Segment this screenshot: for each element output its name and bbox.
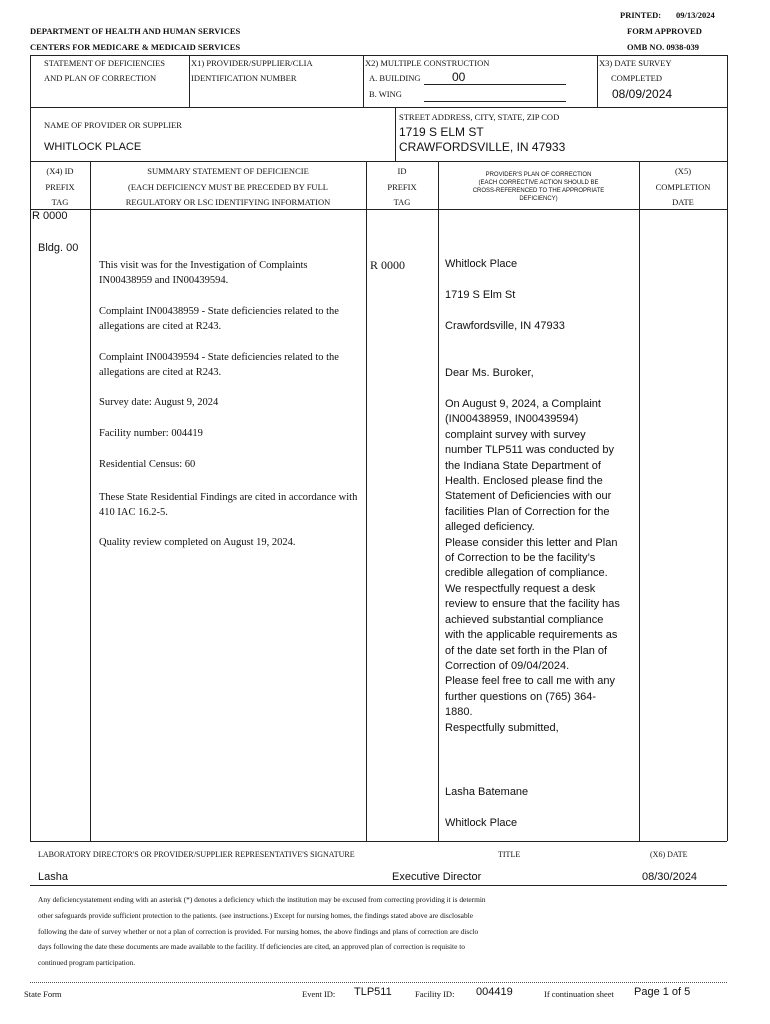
- continuation-label: If continuation sheet: [544, 989, 614, 999]
- signature-date-value: 08/30/2024: [642, 871, 698, 883]
- plan-salutation: Dear Ms. Buroker,: [445, 367, 534, 379]
- printed-label: PRINTED:: [620, 10, 662, 20]
- disclaimer-line: continued program participation.: [38, 958, 136, 967]
- statement-label-1: STATEMENT OF DEFICIENCIES: [44, 58, 166, 68]
- plan-letter-body: On August 9, 2024, a Complaint (IN00438959, IN00439594) complaint survey with survey number TLP511 was conducted by the Indiana State Department of Health. Enclosed please find the Statement of Deficiencies with our facilities Plan of Correction for the alleged deficiency. Please consider this letter and Plan of Correction to be the facility’s credible allegation of compliance. We respectfully request a desk review to ensure that the facility has achieved substantial compliance with the applicable requirements as of the date set forth in the Plan of Correction of 09/04/2024. Please feel free to call me with any further questions on (765) 364-1880. Respectfully submitted,: [445, 398, 620, 734]
- omb-number: OMB NO. 0938-039: [627, 42, 700, 52]
- x5-header-2: COMPLETION: [655, 182, 711, 192]
- summary-paragraph: This visit was for the Investigation of Complaints IN00438959 and IN00439594.: [99, 260, 308, 287]
- wing-label: B. WING: [369, 89, 402, 99]
- id-header-3: TAG: [393, 197, 411, 207]
- disclaimer-line: days following the date these documents are made available to the facility. If deficiencies are cited, an approved plan of correction is requisite to: [38, 942, 465, 951]
- centers-title: CENTERS FOR MEDICARE & MEDICAID SERVICES: [30, 42, 241, 52]
- x5-header-1: (X5): [674, 166, 692, 176]
- plan-signer-facility: Whitlock Place: [445, 817, 518, 829]
- plan-header-4: DEFICIENCY): [519, 196, 558, 202]
- x4-header-1: (X4) ID: [46, 166, 74, 176]
- x6-date-label: (X6) DATE: [650, 850, 688, 859]
- event-id-value: TLP511: [354, 986, 392, 998]
- x4-header-3: TAG: [51, 197, 69, 207]
- x5-header-3: DATE: [672, 197, 694, 207]
- plan-header-3: CROSS-REFERENCED TO THE APPROPRIATE: [472, 188, 605, 194]
- plan-header-1: PROVIDER'S PLAN OF CORRECTION: [485, 172, 592, 178]
- statement-label-2: AND PLAN OF CORRECTION: [44, 73, 157, 83]
- form-approved: FORM APPROVED: [627, 26, 702, 36]
- building-tag: Bldg. 00: [38, 242, 79, 254]
- printed-date: 09/13/2024: [676, 10, 715, 20]
- building-label: A. BUILDING: [369, 73, 421, 83]
- disclaimer-line: other safeguards provide sufficient protection to the patients. (see instructions.) Except for nursing homes, the findings stated above are disclosable: [38, 911, 473, 920]
- address-line-1: 1719 S ELM ST: [399, 125, 484, 139]
- signature-label: LABORATORY DIRECTOR'S OR PROVIDER/SUPPLIER REPRESENTATIVE'S SIGNATURE: [38, 850, 355, 859]
- disclaimer-line: following the date of survey whether or not a plan of correction is provided. For nursing homes, the above findings and plans of correction are disclo: [38, 927, 479, 936]
- x1-label-2: IDENTIFICATION NUMBER: [191, 73, 297, 83]
- page-number: Page 1 of 5: [634, 986, 691, 998]
- event-id-label: Event ID:: [302, 989, 336, 999]
- provider-name-label: NAME OF PROVIDER OR SUPPLIER: [44, 120, 182, 130]
- title-value: Executive Director: [392, 871, 482, 883]
- plan-street: 1719 S Elm St: [445, 289, 516, 301]
- signature-value: Lasha: [38, 871, 68, 883]
- summary-quality-review: Quality review completed on August 19, 2024.: [99, 537, 296, 548]
- summary-facility-number: Facility number: 004419: [99, 428, 203, 439]
- building-value: 00: [452, 70, 466, 84]
- summary-header-1: SUMMARY STATEMENT OF DEFICIENCIE: [147, 166, 309, 176]
- address-line-2: CRAWFORDSVILLE, IN 47933: [399, 140, 566, 154]
- x3-label-1: X3) DATE SURVEY: [599, 58, 672, 68]
- summary-census: Residential Census: 60: [99, 459, 196, 470]
- disclaimer-line: Any deficiencystatement ending with an asterisk (*) denotes a deficiency which the institution may be excused from correcting providing it is determin: [38, 895, 486, 904]
- x1-label-1: X1) PROVIDER/SUPPLIER/CLIA: [191, 58, 313, 68]
- provider-name-value: WHITLOCK PLACE: [44, 141, 142, 153]
- date-survey-completed: 08/09/2024: [612, 87, 673, 101]
- plan-facility-name: Whitlock Place: [445, 258, 518, 270]
- department-title: DEPARTMENT OF HEALTH AND HUMAN SERVICES: [30, 26, 241, 36]
- right-tag: R 0000: [370, 258, 406, 272]
- state-form-label: State Form: [24, 989, 62, 999]
- id-header-2: PREFIX: [387, 182, 417, 192]
- summary-paragraph: Complaint IN00439594 - State deficiencies related to the allegations are cited at R243.: [99, 352, 339, 379]
- x3-label-2: COMPLETED: [611, 73, 662, 83]
- id-header-1: ID: [397, 166, 407, 176]
- plan-signer: Lasha Batemane: [445, 786, 529, 798]
- summary-header-3: REGULATORY OR LSC IDENTIFYING INFORMATION: [125, 197, 331, 207]
- plan-city: Crawfordsville, IN 47933: [445, 320, 565, 332]
- street-address-label: STREET ADDRESS, CITY, STATE, ZIP COD: [399, 112, 560, 122]
- facility-id-label: Facility ID:: [415, 989, 455, 999]
- x2-label: X2) MULTIPLE CONSTRUCTION: [365, 58, 490, 68]
- title-label: TITLE: [498, 850, 521, 859]
- plan-header-2: (EACH CORRECTIVE ACTION SHOULD BE: [478, 180, 599, 186]
- x4-header-2: PREFIX: [45, 182, 75, 192]
- summary-header-2: (EACH DEFICIENCY MUST BE PRECEDED BY FULL: [128, 182, 328, 192]
- summary-survey-date: Survey date: August 9, 2024: [99, 397, 219, 408]
- facility-id-value: 004419: [476, 986, 513, 998]
- summary-paragraph: These State Residential Findings are cited in accordance with 410 IAC 16.2-5.: [99, 492, 358, 519]
- left-tag: R 0000: [32, 210, 68, 222]
- summary-paragraph: Complaint IN00438959 - State deficiencies related to the allegations are cited at R243.: [99, 306, 339, 333]
